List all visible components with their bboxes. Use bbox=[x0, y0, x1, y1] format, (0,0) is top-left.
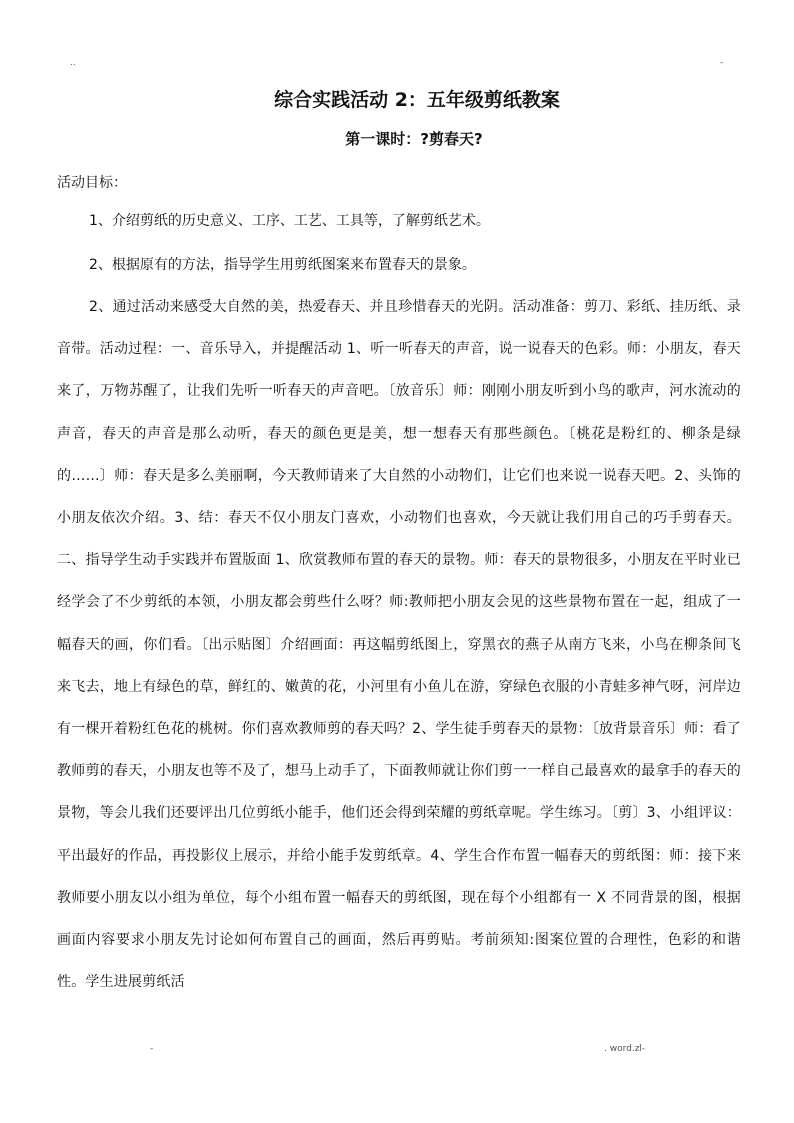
document-subtitle: 第一课时：?剪春天? bbox=[345, 130, 483, 148]
body-paragraph: 2、通过活动来感受大自然的美，热爱春天、并且珍惜春天的光阴。活动准备：剪刀、彩纸、挂历纸、录音带。活动过程：一、音乐导入，并提醒活动 1、听一听春天的声音，说一说春天的色彩。师：小朋友，春天来了，万物苏醒了，让我们先听一听春天的声音吧。〔放音乐〕师：刚刚小朋友听到小鸟的歌声，河水流动的声音，春天的声音是那么动听，春天的颜色更是美，想一想春天有那些颜色。〔桃花是粉红的、柳条是绿的……〕师：春天是多么美丽啊，今天教师请来了大自然的小动物们，让它们也来说一说春天吧。2、头饰的小朋友依次介绍。3、结：春天不仅小朋友门喜欢，小动物们也喜欢，今天就让我们用自己的巧手剪春天。二、指导学生动手实践并布置版面 1、欣赏教师布置的春天的景物。师：春天的景物很多，小朋友在平时业已经学会了不少剪纸的本领，小朋友都会剪些什么呀？师:教师把小朋友会见的这些景物布置在一起，组成了一幅春天的画，你们看。〔出示贴图〕介绍画面：再这幅剪纸图上，穿黑衣的燕子从南方飞来，小鸟在柳条间飞来飞去，地上有绿色的草，鲜红的、嫩黄的花，小河里有小鱼儿在游，穿绿色衣服的小青蛙多神气呀，河岸边有一棵开着粉红色花的桃树。你们喜欢教师剪的春天吗？2、学生徒手剪春天的景物：〔放背景音乐〕师：看了教师剪的春天，小朋友也等不及了，想马上动手了，下面教师就让你们剪一一样自己最喜欢的最拿手的春天的景物，等会儿我们还要评出几位剪纸小能手，他们还会得到荣耀的剪纸章呢。学生练习。〔剪〕3、小组评议：平出最好的作品，再投影仪上展示，并给小能手发剪纸章。4、学生合作布置一幅春天的剪纸图：师：接下来教师要小朋友以小组为单位，每个小组布置一幅春天的剪纸图，现在每个小组都有一 X 不同背景的图，根据画面内容要求小朋友先讨论如何布置自己的画面，然后再剪贴。考前须知:图案位置的合理性，色彩的和谐性。学生进展剪纸活 bbox=[57, 299, 741, 991]
document-title: 综合实践活动 2：五年级剪纸教案 bbox=[274, 89, 560, 111]
footer-right-mark: . word.zl- bbox=[604, 1044, 646, 1054]
section-label-objectives: 活动目标： bbox=[57, 175, 127, 191]
footer-left-mark: - bbox=[150, 1044, 154, 1054]
header-right-mark: - bbox=[720, 58, 724, 68]
objective-item-1: 1、介绍剪纸的历史意义、工序、工艺、工具等，了解剪纸艺术。 bbox=[89, 213, 490, 229]
header-left-mark: .. bbox=[70, 58, 76, 68]
objective-item-2: 2、根据原有的方法，指导学生用剪纸图案来布置春天的景象。 bbox=[89, 257, 476, 273]
